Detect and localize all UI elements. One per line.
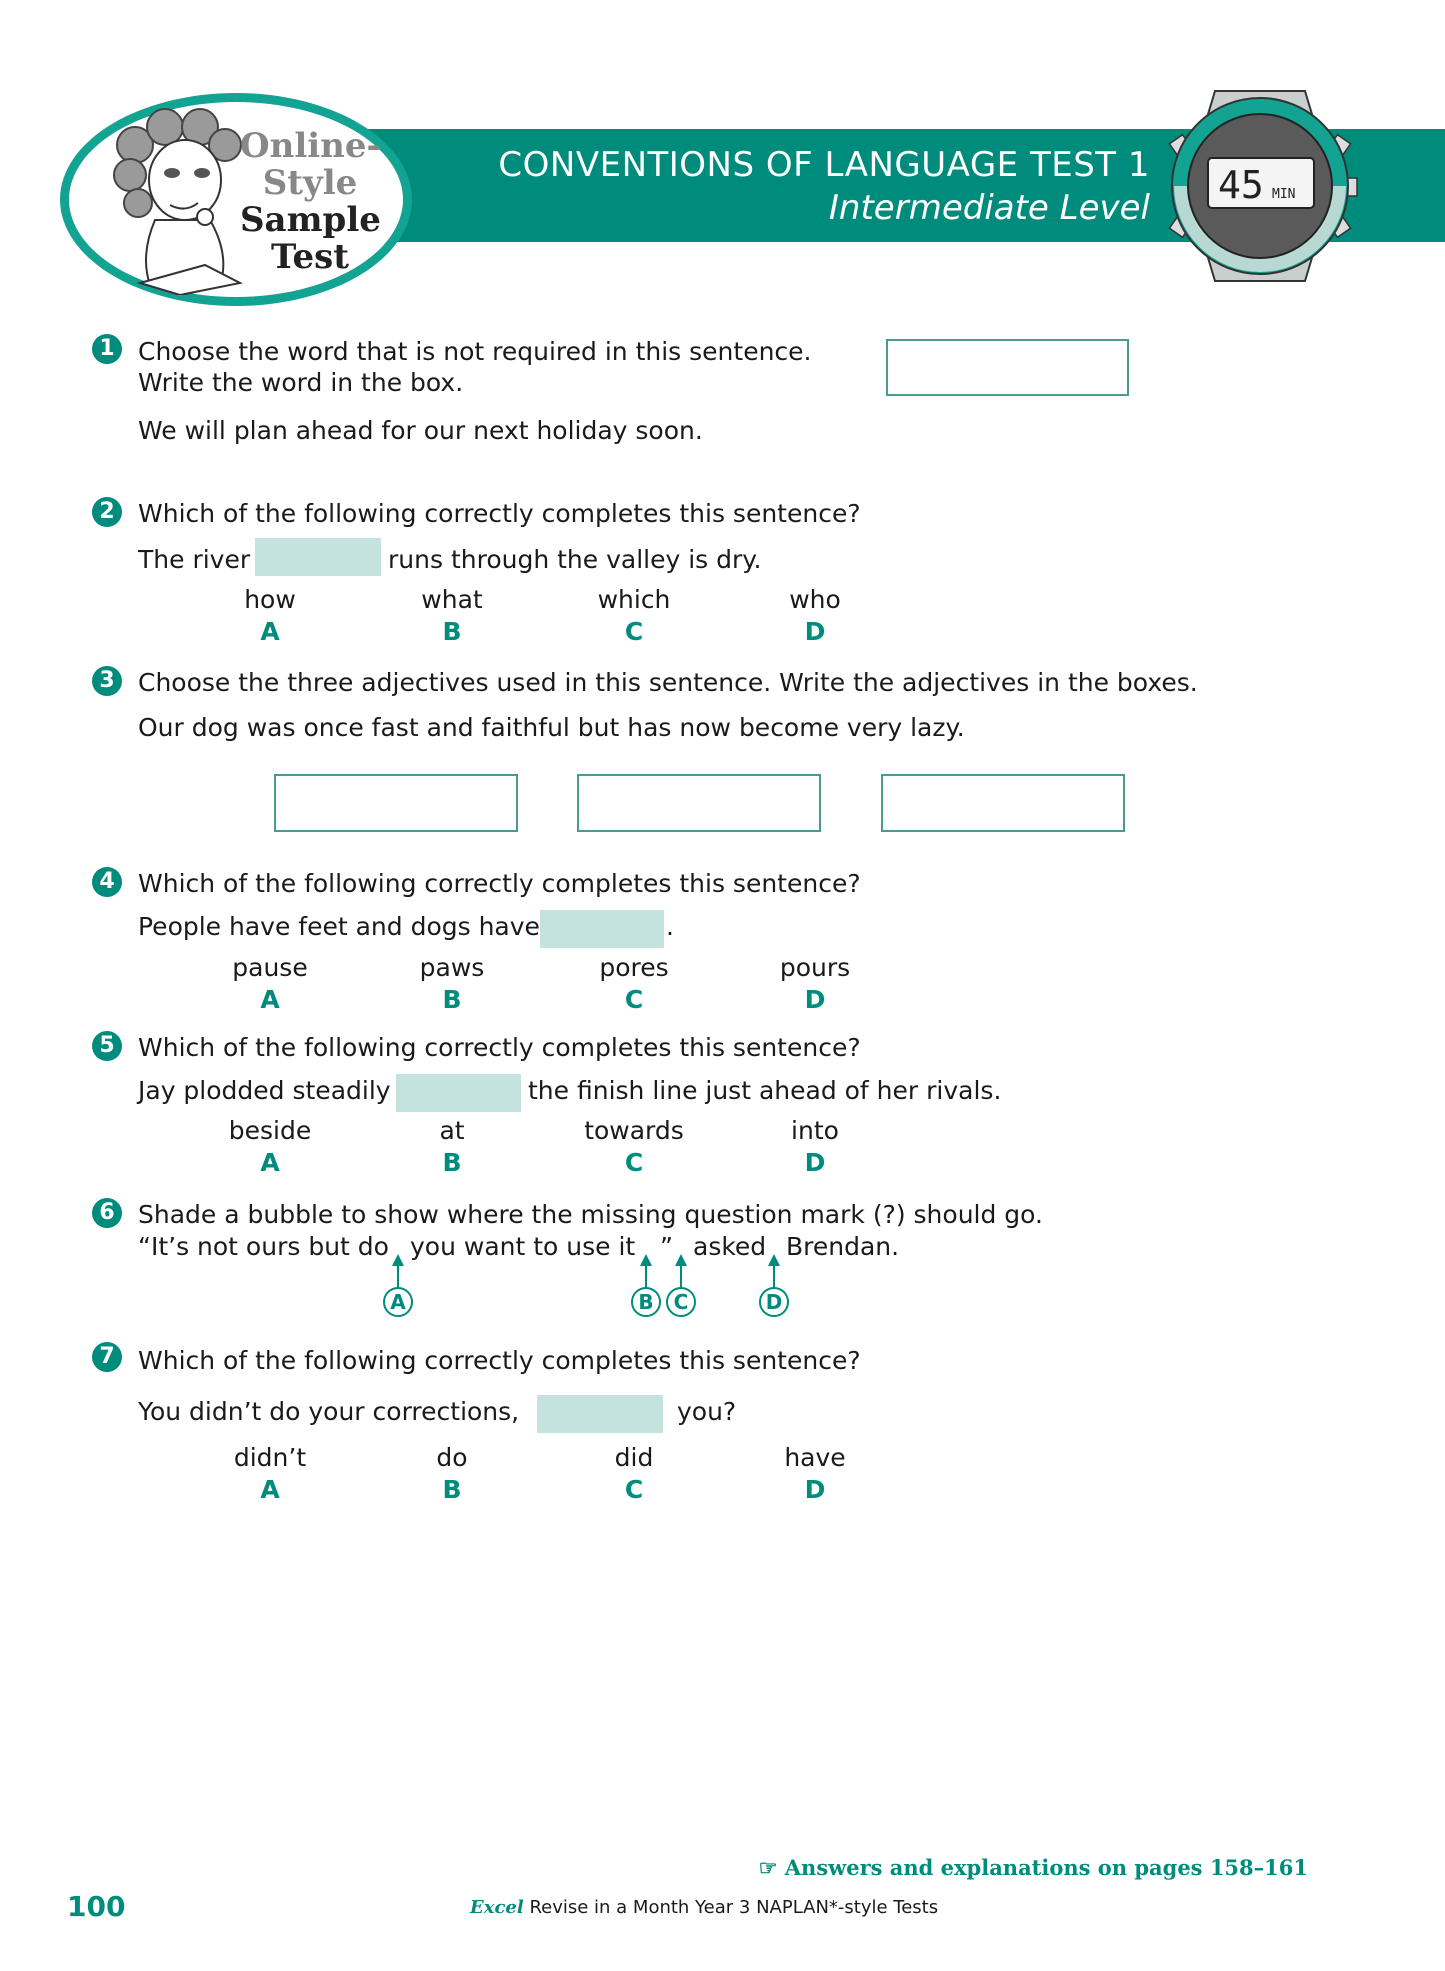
q6-arrow-c-line <box>680 1264 682 1288</box>
q2-option-d[interactable]: D <box>804 617 826 646</box>
page-subtitle: Intermediate Level <box>828 188 1150 228</box>
q2-option-b[interactable]: B <box>442 617 462 646</box>
question-number-6: 6 <box>92 1198 122 1228</box>
q5-option-a[interactable]: A <box>260 1148 280 1177</box>
q3-prompt: Choose the three adjectives used in this sentence. Write the adjectives in the boxes. <box>138 668 1198 697</box>
q6-segment-5: Brendan. <box>786 1232 900 1261</box>
q4-option-d-text: pours <box>779 953 851 982</box>
q6-bubble-d[interactable]: D <box>759 1287 789 1317</box>
q6-segment-4: asked <box>693 1232 767 1261</box>
q5-option-b[interactable]: B <box>442 1148 462 1177</box>
answers-reference-text: Answers and explanations on pages 158–161 <box>784 1855 1308 1880</box>
q2-blank <box>255 538 381 576</box>
question-number-7: 7 <box>92 1342 122 1372</box>
badge-line-3: Sample <box>240 200 381 240</box>
badge-line-1: Online- <box>240 126 381 166</box>
q7-option-d-text: have <box>784 1443 846 1472</box>
question-number-4: 4 <box>92 867 122 897</box>
q6-arrow-b-line <box>645 1264 647 1288</box>
q6-segment-2: you want to use it <box>410 1232 636 1261</box>
svg-text:MIN: MIN <box>1272 187 1296 202</box>
question-number-5: 5 <box>92 1031 122 1061</box>
badge-text <box>240 128 380 276</box>
q7-option-b-text: do <box>436 1443 468 1472</box>
q4-sentence-after: . <box>666 912 674 941</box>
q7-sentence-after: you? <box>677 1397 737 1426</box>
q1-sentence: We will plan ahead for our next holiday soon. <box>138 416 703 445</box>
q4-option-c-text: pores <box>599 953 669 982</box>
q6-bubble-c[interactable]: C <box>666 1287 696 1317</box>
q3-answer-box-3[interactable] <box>881 774 1125 832</box>
q1-prompt-line1: Choose the word that is not required in this sentence. <box>138 337 812 366</box>
q5-option-c[interactable]: C <box>624 1148 644 1177</box>
q5-option-d[interactable]: D <box>804 1148 826 1177</box>
q1-prompt-line2: Write the word in the box. <box>138 368 464 397</box>
q7-prompt: Which of the following correctly completes this sentence? <box>138 1346 861 1375</box>
q7-option-c[interactable]: C <box>624 1475 644 1504</box>
q2-sentence-before: The river <box>138 545 251 574</box>
q5-option-b-text: at <box>439 1116 465 1145</box>
q5-sentence-after: the finish line just ahead of her rivals. <box>528 1076 1002 1105</box>
q4-prompt: Which of the following correctly completes this sentence? <box>138 869 861 898</box>
q6-bubble-a[interactable]: A <box>383 1287 413 1317</box>
q6-arrow-d-line <box>773 1264 775 1288</box>
book-brand: Excel <box>470 1897 524 1918</box>
q2-option-a-text: how <box>244 585 296 614</box>
question-number-1: 1 <box>92 334 122 364</box>
q5-option-d-text: into <box>791 1116 839 1145</box>
q7-option-d[interactable]: D <box>804 1475 826 1504</box>
q2-option-b-text: what <box>421 585 483 614</box>
q4-option-a-text: pause <box>232 953 308 982</box>
question-number-2: 2 <box>92 497 122 527</box>
q3-sentence: Our dog was once fast and faithful but has now become very lazy. <box>138 713 965 742</box>
timer-value: 45 <box>1218 163 1264 207</box>
q7-blank <box>537 1395 663 1433</box>
q6-segment-1: “It’s not ours but do <box>138 1232 389 1261</box>
girl-thinking-illustration-icon <box>110 105 250 295</box>
q4-option-a[interactable]: A <box>260 985 280 1014</box>
q5-option-a-text: beside <box>228 1116 312 1145</box>
page-title: CONVENTIONS OF LANGUAGE TEST 1 <box>498 145 1150 185</box>
page-number: 100 <box>67 1890 126 1923</box>
q6-segment-3: ” <box>660 1232 673 1261</box>
q2-option-c[interactable]: C <box>624 617 644 646</box>
badge-line-2: Style <box>262 163 358 203</box>
q4-blank <box>540 910 664 948</box>
q4-option-b-text: paws <box>419 953 485 982</box>
q5-blank <box>396 1074 521 1112</box>
q3-answer-box-1[interactable] <box>274 774 518 832</box>
q4-option-d[interactable]: D <box>804 985 826 1014</box>
badge-line-4: Test <box>271 237 349 277</box>
q2-option-a[interactable]: A <box>260 617 280 646</box>
book-title <box>470 1897 938 1918</box>
q5-option-c-text: towards <box>584 1116 684 1145</box>
q5-sentence-before: Jay plodded steadily <box>138 1076 391 1105</box>
q2-option-d-text: who <box>789 585 841 614</box>
book-title-text: Revise in a Month Year 3 NAPLAN*-style Tests <box>529 1897 939 1918</box>
q6-prompt: Shade a bubble to show where the missing question mark (?) should go. <box>138 1200 1043 1229</box>
q7-option-a-text: didn’t <box>233 1443 307 1472</box>
q2-sentence-after: runs through the valley is dry. <box>388 545 762 574</box>
q4-sentence-before: People have feet and dogs have <box>138 912 540 941</box>
question-number-3: 3 <box>92 666 122 696</box>
stopwatch-icon <box>1160 86 1360 286</box>
q6-arrow-a-line <box>397 1264 399 1288</box>
q1-answer-box[interactable] <box>886 339 1129 396</box>
q4-option-c[interactable]: C <box>624 985 644 1014</box>
answers-reference-link[interactable] <box>759 1855 1308 1880</box>
q2-option-c-text: which <box>597 585 671 614</box>
q7-option-a[interactable]: A <box>260 1475 280 1504</box>
q4-option-b[interactable]: B <box>442 985 462 1014</box>
q7-option-c-text: did <box>614 1443 654 1472</box>
pointing-hand-icon: ☞ <box>758 1855 778 1880</box>
q2-prompt: Which of the following correctly completes this sentence? <box>138 499 861 528</box>
q6-bubble-b[interactable]: B <box>631 1287 661 1317</box>
q5-prompt: Which of the following correctly completes this sentence? <box>138 1033 861 1062</box>
q7-sentence-before: You didn’t do your corrections, <box>138 1397 520 1426</box>
q7-option-b[interactable]: B <box>442 1475 462 1504</box>
q3-answer-box-2[interactable] <box>577 774 821 832</box>
